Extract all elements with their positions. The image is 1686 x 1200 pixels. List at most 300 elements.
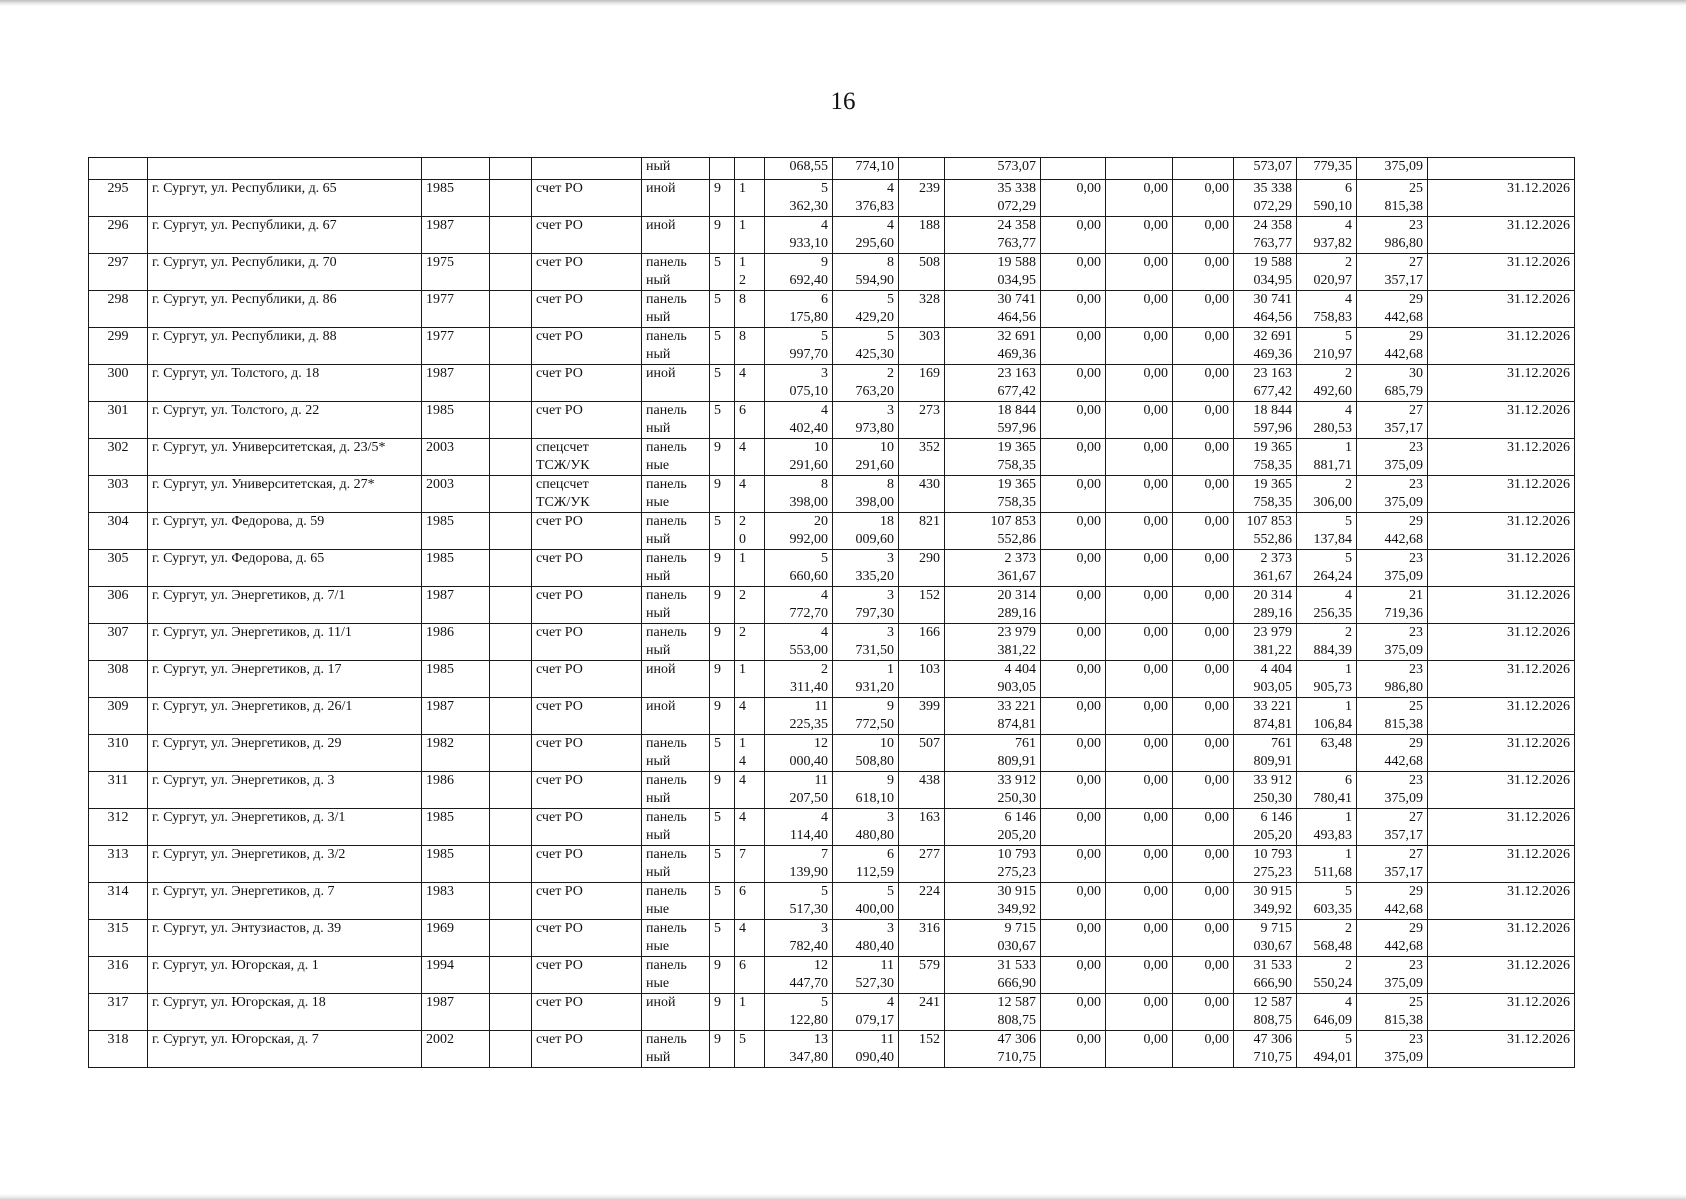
cell-empty <box>490 661 532 698</box>
cell-area-living-value: 9 618,10 <box>855 773 894 806</box>
cell-per-sqm-value: 2 568,48 <box>1313 921 1352 954</box>
cell-cost-total <box>945 476 1041 513</box>
cell-area-living-value: 1 931,20 <box>855 662 894 695</box>
cell-funds-total <box>1234 883 1297 920</box>
cell-empty <box>490 772 532 809</box>
cell-floors: 9 <box>710 772 735 809</box>
cell-floors: 9 <box>710 994 735 1031</box>
cell-area-total <box>765 809 833 846</box>
cell-area-total-value: 8 398,00 <box>789 477 828 510</box>
cell-limit <box>1357 994 1428 1031</box>
cell-fund <box>532 920 642 957</box>
cell-entrances <box>735 698 765 735</box>
cell-c1 <box>1041 158 1106 180</box>
cell-limit <box>1357 735 1428 772</box>
cell-area-total-value: 4 553,00 <box>789 625 828 658</box>
cell-c3: 0,00 <box>1173 291 1234 328</box>
cell-limit-value: 27 357,17 <box>1384 810 1423 843</box>
cell-per-sqm: 779,35 <box>1297 158 1357 180</box>
cell-residents: 430 <box>899 476 945 513</box>
cell-fund-value: счет РО <box>536 403 583 418</box>
register-table-body <box>89 158 1575 1068</box>
cell-funds-total <box>1234 661 1297 698</box>
cell-per-sqm-value: 1 511,68 <box>1314 847 1352 880</box>
cell-funds-total-value: 35 338 072,29 <box>1253 181 1292 214</box>
cell-cost-total <box>945 994 1041 1031</box>
cell-area-living-value: 8 398,00 <box>855 477 894 510</box>
cell-c1: 0,00 <box>1041 883 1106 920</box>
cell-empty <box>490 809 532 846</box>
cell-fund <box>532 291 642 328</box>
cell-material <box>642 1031 710 1068</box>
cell-entrances <box>735 846 765 883</box>
cell-entrances-value: 1 <box>739 995 746 1010</box>
cell-per-sqm <box>1297 254 1357 291</box>
cell-year: 1975 <box>422 254 490 291</box>
cell-fund-value: счет РО <box>536 1032 583 1047</box>
cell-address: г. Сургут, ул. Республики, д. 86 <box>148 291 422 328</box>
cell-per-sqm-value: 1 881,71 <box>1313 440 1352 473</box>
cell-address: г. Сургут, ул. Югорская, д. 7 <box>148 1031 422 1068</box>
cell-c2: 0,00 <box>1106 846 1173 883</box>
scan-edge-top <box>0 0 1686 6</box>
cell-number: 316 <box>89 957 148 994</box>
cell-c1: 0,00 <box>1041 291 1106 328</box>
cell-area-living-value: 3 335,20 <box>855 551 894 584</box>
cell-material <box>642 513 710 550</box>
cell-c2: 0,00 <box>1106 920 1173 957</box>
cell-number: 296 <box>89 217 148 254</box>
cell-area-total-value: 6 175,80 <box>789 292 828 325</box>
table-row <box>89 217 1575 254</box>
cell-date: 31.12.2026 <box>1428 439 1575 476</box>
cell-limit-value: 29 442,68 <box>1384 921 1423 954</box>
cell-c1: 0,00 <box>1041 994 1106 1031</box>
cell-floors: 5 <box>710 365 735 402</box>
cell-empty <box>490 158 532 180</box>
cell-funds-total <box>1234 365 1297 402</box>
cell-entrances-value: 4 <box>739 773 746 788</box>
cell-c1: 0,00 <box>1041 735 1106 772</box>
cell-cost-total-value: 23 163 677,42 <box>997 366 1036 399</box>
cell-funds-total-value: 761 809,91 <box>1253 736 1292 769</box>
cell-number: 302 <box>89 439 148 476</box>
cell-material-value: иной <box>646 662 676 677</box>
cell-funds-total <box>1234 180 1297 217</box>
cell-date: 31.12.2026 <box>1428 402 1575 439</box>
cell-empty <box>490 1031 532 1068</box>
cell-area-total-value: 10 291,60 <box>789 440 828 473</box>
cell-c3: 0,00 <box>1173 254 1234 291</box>
cell-address: г. Сургут, ул. Энергетиков, д. 3/2 <box>148 846 422 883</box>
table-row <box>89 254 1575 291</box>
cell-year: 1985 <box>422 402 490 439</box>
cell-cost-total-value: 33 221 874,81 <box>997 699 1036 732</box>
cell-entrances-value: 1 <box>739 551 746 566</box>
cell-year: 1969 <box>422 920 490 957</box>
cell-residents: 328 <box>899 291 945 328</box>
cell-fund-value: счет РО <box>536 847 583 862</box>
cell-limit <box>1357 291 1428 328</box>
cell-area-living-value: 2 763,20 <box>855 366 894 399</box>
cell-residents: 508 <box>899 254 945 291</box>
cell-year: 1987 <box>422 365 490 402</box>
cell-c3: 0,00 <box>1173 402 1234 439</box>
cell-per-sqm <box>1297 957 1357 994</box>
cell-per-sqm <box>1297 772 1357 809</box>
cell-area-living <box>833 920 899 957</box>
cell-address: г. Сургут, ул. Энергетиков, д. 7/1 <box>148 587 422 624</box>
cell-fund-value: счет РО <box>536 884 583 899</box>
cell-floors: 9 <box>710 217 735 254</box>
cell-empty <box>490 920 532 957</box>
cell-cost-total <box>945 550 1041 587</box>
cell-year: 1982 <box>422 735 490 772</box>
cell-funds-total-value: 33 221 874,81 <box>1253 699 1292 732</box>
cell-limit <box>1357 365 1428 402</box>
cell-area-living <box>833 439 899 476</box>
cell-area-total <box>765 772 833 809</box>
cell-material-value: иной <box>646 699 676 714</box>
cell-limit-value: 29 442,68 <box>1384 292 1423 325</box>
cell-funds-total-value: 107 853 552,86 <box>1246 514 1292 547</box>
cell-fund <box>532 698 642 735</box>
cell-fund-value: счет РО <box>536 551 583 566</box>
cell-area-living <box>833 1031 899 1068</box>
cell-fund <box>532 883 642 920</box>
cell-cost-total-value: 33 912 250,30 <box>997 773 1036 806</box>
cell-funds-total <box>1234 957 1297 994</box>
cell-funds-total-value: 19 588 034,95 <box>1253 255 1292 288</box>
cell-cost-total-value: 761 809,91 <box>997 736 1036 769</box>
cell-c1: 0,00 <box>1041 587 1106 624</box>
cell-c1: 0,00 <box>1041 624 1106 661</box>
table-row <box>89 846 1575 883</box>
cell-cost-total-value: 107 853 552,86 <box>990 514 1036 547</box>
cell-entrances <box>735 439 765 476</box>
cell-material-value: панель ный <box>646 292 687 325</box>
cell-fund-value: спецсчет ТСЖ/УК <box>536 477 590 510</box>
cell-area-living <box>833 180 899 217</box>
cell-empty <box>490 254 532 291</box>
table-row <box>89 180 1575 217</box>
cell-limit: 375,09 <box>1357 158 1428 180</box>
cell-area-living: 774,10 <box>833 158 899 180</box>
table-row <box>89 328 1575 365</box>
cell-material <box>642 994 710 1031</box>
cell-residents: 273 <box>899 402 945 439</box>
cell-empty <box>490 291 532 328</box>
cell-limit-value: 30 685,79 <box>1384 366 1423 399</box>
cell-material-value: панель ный <box>646 773 687 806</box>
cell-entrances-value: 1 4 <box>739 736 746 769</box>
cell-date: 31.12.2026 <box>1428 772 1575 809</box>
cell-funds-total <box>1234 328 1297 365</box>
cell-address: г. Сургут, ул. Республики, д. 67 <box>148 217 422 254</box>
cell-fund-value: счет РО <box>536 329 583 344</box>
cell-funds-total-value: 24 358 763,77 <box>1253 218 1292 251</box>
cell-limit <box>1357 439 1428 476</box>
cell-year: 1986 <box>422 624 490 661</box>
cell-residents: 169 <box>899 365 945 402</box>
cell-area-total-value: 3 782,40 <box>789 921 828 954</box>
cell-empty <box>490 365 532 402</box>
cell-per-sqm-value: 5 603,35 <box>1313 884 1352 917</box>
cell-area-living <box>833 624 899 661</box>
cell-cost-total-value: 2 373 361,67 <box>997 551 1036 584</box>
cell-material <box>642 402 710 439</box>
cell-entrances <box>735 550 765 587</box>
cell-per-sqm-value: 5 210,97 <box>1313 329 1352 362</box>
cell-residents: 224 <box>899 883 945 920</box>
cell-limit <box>1357 180 1428 217</box>
cell-limit <box>1357 402 1428 439</box>
cell-date: 31.12.2026 <box>1428 291 1575 328</box>
cell-c3: 0,00 <box>1173 772 1234 809</box>
cell-cost-total-value: 30 741 464,56 <box>997 292 1036 325</box>
cell-funds-total-value: 33 912 250,30 <box>1253 773 1292 806</box>
table-row <box>89 513 1575 550</box>
cell-area-living-value: 4 079,17 <box>855 995 894 1028</box>
cell-cost-total <box>945 1031 1041 1068</box>
cell-date: 31.12.2026 <box>1428 254 1575 291</box>
cell-material <box>642 328 710 365</box>
cell-cost-total-value: 30 915 349,92 <box>997 884 1036 917</box>
cell-cost-total-value: 4 404 903,05 <box>997 662 1036 695</box>
cell-c3: 0,00 <box>1173 809 1234 846</box>
cell-floors: 9 <box>710 661 735 698</box>
cell-area-living-value: 5 400,00 <box>855 884 894 917</box>
cell-funds-total-value: 23 979 381,22 <box>1253 625 1292 658</box>
cell-c2: 0,00 <box>1106 698 1173 735</box>
cell-area-living <box>833 587 899 624</box>
cell-area-total <box>765 476 833 513</box>
cell-material-value: панель ные <box>646 958 687 991</box>
cell-area-living-value: 8 594,90 <box>855 255 894 288</box>
cell-empty <box>490 587 532 624</box>
cell-year: 2003 <box>422 476 490 513</box>
cell-area-total <box>765 587 833 624</box>
cell-year: 1985 <box>422 550 490 587</box>
cell-per-sqm <box>1297 846 1357 883</box>
cell-material-value: панель ный <box>646 329 687 362</box>
cell-floors: 5 <box>710 402 735 439</box>
cell-limit <box>1357 1031 1428 1068</box>
cell-c3: 0,00 <box>1173 180 1234 217</box>
cell-area-total-value: 3 075,10 <box>789 366 828 399</box>
scan-edge-bottom <box>0 1194 1686 1200</box>
cell-c2: 0,00 <box>1106 809 1173 846</box>
cell-funds-total-value: 19 365 758,35 <box>1253 477 1292 510</box>
cell-cost-total <box>945 180 1041 217</box>
cell-funds-total-value: 4 404 903,05 <box>1253 662 1292 695</box>
cell-limit-value: 29 442,68 <box>1384 736 1423 769</box>
cell-per-sqm <box>1297 735 1357 772</box>
cell-year: 1985 <box>422 180 490 217</box>
cell-area-total <box>765 180 833 217</box>
cell-fund <box>532 217 642 254</box>
cell-floors: 9 <box>710 587 735 624</box>
cell-entrances-value: 4 <box>739 477 746 492</box>
cell-year: 1977 <box>422 328 490 365</box>
cell-area-living-value: 18 009,60 <box>855 514 894 547</box>
cell-funds-total <box>1234 846 1297 883</box>
cell-cost-total-value: 47 306 710,75 <box>997 1032 1036 1065</box>
cell-date: 31.12.2026 <box>1428 365 1575 402</box>
cell-date: 31.12.2026 <box>1428 587 1575 624</box>
cell-per-sqm <box>1297 476 1357 513</box>
cell-c2: 0,00 <box>1106 328 1173 365</box>
cell-material-value: панель ные <box>646 921 687 954</box>
cell-funds-total <box>1234 254 1297 291</box>
cell-per-sqm-value: 2 550,24 <box>1313 958 1352 991</box>
cell-fund-value: счет РО <box>536 181 583 196</box>
cell-address: г. Сургут, ул. Энергетиков, д. 11/1 <box>148 624 422 661</box>
table-row <box>89 809 1575 846</box>
cell-number: 304 <box>89 513 148 550</box>
cell-empty <box>490 957 532 994</box>
cell-per-sqm <box>1297 698 1357 735</box>
cell-residents: 166 <box>899 624 945 661</box>
cell-empty <box>490 550 532 587</box>
cell-material <box>642 587 710 624</box>
cell-cost-total <box>945 217 1041 254</box>
cell-fund <box>532 735 642 772</box>
cell-material <box>642 735 710 772</box>
cell-per-sqm <box>1297 1031 1357 1068</box>
cell-per-sqm <box>1297 513 1357 550</box>
cell-area-total-value: 11 225,35 <box>789 699 828 732</box>
cell-c2: 0,00 <box>1106 735 1173 772</box>
cell-c3: 0,00 <box>1173 550 1234 587</box>
cell-fund-value: счет РО <box>536 995 583 1010</box>
cell-material: ный <box>642 158 710 180</box>
cell-area-total-value: 11 207,50 <box>789 773 828 806</box>
cell-material <box>642 809 710 846</box>
cell-number: 317 <box>89 994 148 1031</box>
cell-fund-value: счет РО <box>536 218 583 233</box>
cell-date: 31.12.2026 <box>1428 883 1575 920</box>
cell-number: 306 <box>89 587 148 624</box>
table-row <box>89 735 1575 772</box>
cell-c2: 0,00 <box>1106 994 1173 1031</box>
cell-material-value: панель ные <box>646 884 687 917</box>
cell-number: 312 <box>89 809 148 846</box>
cell-c1: 0,00 <box>1041 550 1106 587</box>
cell-funds-total <box>1234 1031 1297 1068</box>
cell-number: 295 <box>89 180 148 217</box>
cell-c1: 0,00 <box>1041 439 1106 476</box>
cell-per-sqm <box>1297 291 1357 328</box>
cell-cost-total <box>945 624 1041 661</box>
cell-empty <box>490 217 532 254</box>
table-row <box>89 439 1575 476</box>
cell-per-sqm <box>1297 587 1357 624</box>
cell-funds-total: 573,07 <box>1234 158 1297 180</box>
cell-area-living-value: 4 295,60 <box>855 218 894 251</box>
cell-area-total <box>765 994 833 1031</box>
cell-area-living-value: 3 731,50 <box>855 625 894 658</box>
cell-date: 31.12.2026 <box>1428 476 1575 513</box>
cell-address: г. Сургут, ул. Югорская, д. 1 <box>148 957 422 994</box>
cell-residents: 316 <box>899 920 945 957</box>
table-row <box>89 587 1575 624</box>
cell-limit <box>1357 587 1428 624</box>
cell-year: 1977 <box>422 291 490 328</box>
cell-empty <box>490 883 532 920</box>
cell-number: 298 <box>89 291 148 328</box>
cell-entrances <box>735 180 765 217</box>
cell-c2: 0,00 <box>1106 624 1173 661</box>
cell-date: 31.12.2026 <box>1428 1031 1575 1068</box>
cell-area-total-value: 4 114,40 <box>790 810 828 843</box>
cell-c2: 0,00 <box>1106 402 1173 439</box>
cell-cost-total <box>945 883 1041 920</box>
cell-c2: 0,00 <box>1106 661 1173 698</box>
cell-fund <box>532 476 642 513</box>
cell-entrances <box>735 735 765 772</box>
cell-fund-value: счет РО <box>536 921 583 936</box>
cell-area-living-value: 3 480,40 <box>855 921 894 954</box>
cell-empty <box>490 624 532 661</box>
cell-per-sqm <box>1297 402 1357 439</box>
cell-area-living <box>833 698 899 735</box>
cell-cost-total-value: 20 314 289,16 <box>997 588 1036 621</box>
cell-c2: 0,00 <box>1106 883 1173 920</box>
cell-material-value: панель ный <box>646 403 687 436</box>
cell-fund-value: счет РО <box>536 958 583 973</box>
cell-cost-total <box>945 513 1041 550</box>
cell-material-value: панель ный <box>646 255 687 288</box>
cell-number: 313 <box>89 846 148 883</box>
cell-per-sqm-value: 6 780,41 <box>1313 773 1352 806</box>
cell-cost-total-value: 19 588 034,95 <box>997 255 1036 288</box>
cell-area-living <box>833 291 899 328</box>
cell-area-living-value: 4 376,83 <box>855 181 894 214</box>
cell-per-sqm-value: 63,48 <box>1320 736 1352 751</box>
cell-address: г. Сургут, ул. Энергетиков, д. 7 <box>148 883 422 920</box>
cell-date: 31.12.2026 <box>1428 550 1575 587</box>
cell-funds-total-value: 32 691 469,36 <box>1253 329 1292 362</box>
cell-area-total <box>765 402 833 439</box>
cell-limit-value: 23 375,09 <box>1384 773 1423 806</box>
cell-cost-total-value: 23 979 381,22 <box>997 625 1036 658</box>
cell-entrances <box>735 158 765 180</box>
cell-funds-total <box>1234 698 1297 735</box>
cell-limit-value: 25 815,38 <box>1384 995 1423 1028</box>
cell-c2: 0,00 <box>1106 254 1173 291</box>
cell-c3: 0,00 <box>1173 476 1234 513</box>
cell-floors: 9 <box>710 476 735 513</box>
cell-entrances-value: 7 <box>739 847 746 862</box>
cell-residents: 188 <box>899 217 945 254</box>
cell-c3: 0,00 <box>1173 883 1234 920</box>
cell-area-total <box>765 328 833 365</box>
cell-address: г. Сургут, ул. Республики, д. 65 <box>148 180 422 217</box>
cell-address: г. Сургут, ул. Университетская, д. 23/5* <box>148 439 422 476</box>
cell-entrances <box>735 587 765 624</box>
cell-material <box>642 883 710 920</box>
cell-c1: 0,00 <box>1041 920 1106 957</box>
cell-material <box>642 846 710 883</box>
cell-funds-total-value: 9 715 030,67 <box>1253 921 1292 954</box>
cell-per-sqm <box>1297 809 1357 846</box>
cell-limit <box>1357 661 1428 698</box>
cell-area-total-value: 5 517,30 <box>789 884 828 917</box>
cell-per-sqm-value: 2 884,39 <box>1313 625 1352 658</box>
cell-area-total-value: 5 660,60 <box>789 551 828 584</box>
cell-c1: 0,00 <box>1041 254 1106 291</box>
